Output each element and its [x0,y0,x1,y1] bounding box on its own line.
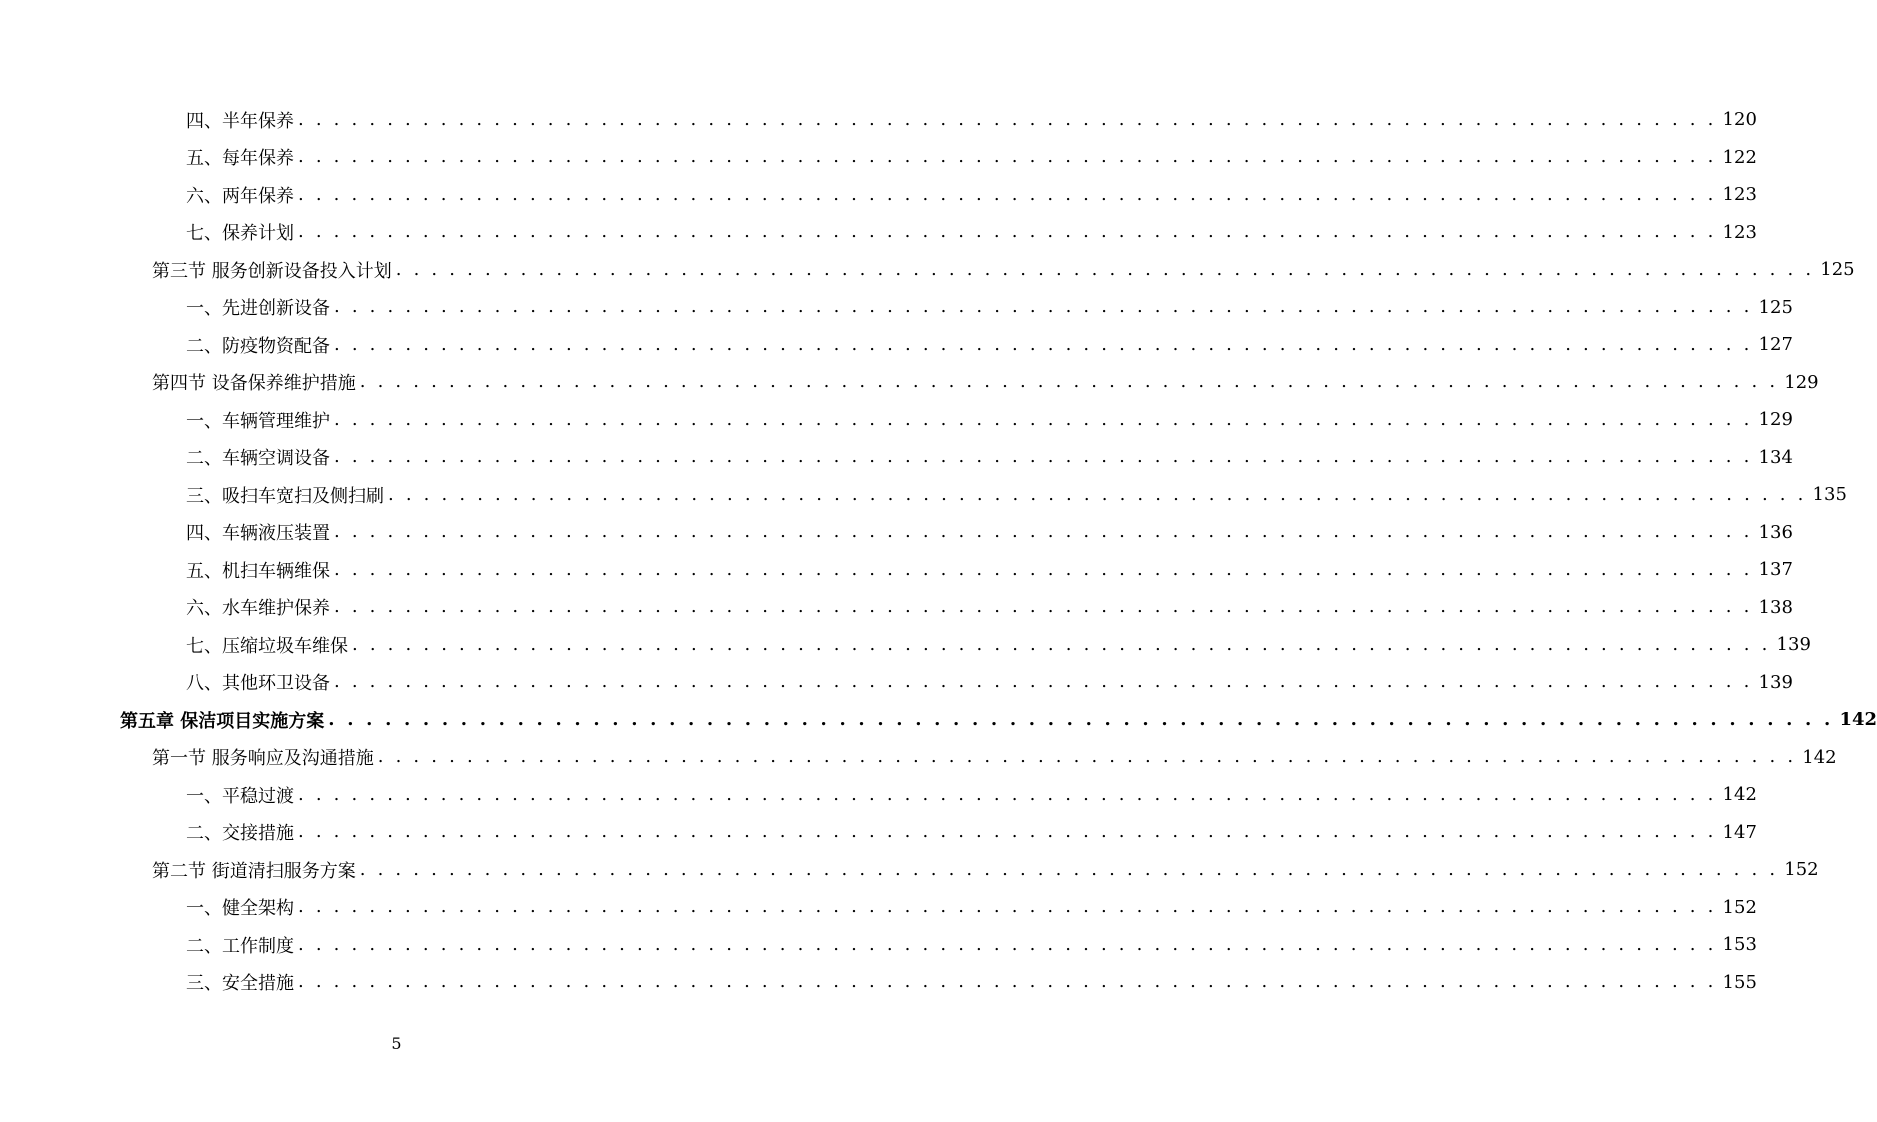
toc-subsection-entry[interactable] [0,476,1847,514]
toc-subsection-entry[interactable] [0,139,1757,177]
toc-entry-label: 四、车辆液压装置 [186,523,330,545]
toc-leader-dots: . . . . . . . . . . . . . . . . . . . . . . . . . . . . . . . . . . . . . . . . . . . . . . . . . . . . . . . . . . . . . . . . . . . . . . . . . . . . . . . . [395,258,1815,280]
toc-entry-page: 123 [1722,184,1757,206]
toc-entry-page: 123 [1722,221,1757,243]
toc-entry-page: 137 [1758,559,1793,581]
toc-leader-dots: . . . . . . . . . . . . . . . . . . . . . . . . . . . . . . . . . . . . . . . . . . . . . . . . . . . . . . . . . . . . . . . . . . . . . . . . . . . . . . . . [334,521,1753,543]
page-number: 5 [391,1034,402,1053]
toc-entry-page: 134 [1758,446,1793,468]
toc-entry-label: 六、两年保养 [186,185,294,207]
toc-leader-dots: . . . . . . . . . . . . . . . . . . . . . . . . . . . . . . . . . . . . . . . . . . . . . . . . . . . . . . . . . . . . . . . . . . . . . . . . . . . . . . . . [377,746,1797,768]
toc-subsection-entry[interactable] [0,889,1757,927]
toc-entry-page: 152 [1722,896,1757,918]
toc-entry-label: 二、车辆空调设备 [186,448,330,470]
toc-entry-page: 139 [1776,634,1811,656]
toc-entry-page: 136 [1758,521,1793,543]
toc-section-entry[interactable] [0,251,1855,289]
toc-leader-dots: . . . . . . . . . . . . . . . . . . . . . . . . . . . . . . . . . . . . . . . . . . . . . . . . . . . . . . . . . . . . . . . . . . . . . . . . . . . . . . . . [334,671,1753,693]
toc-subsection-entry[interactable] [0,176,1757,214]
toc-subsection-entry[interactable] [0,101,1757,139]
toc-subsection-entry[interactable] [0,589,1793,627]
toc-entry-label: 四、半年保养 [186,110,294,132]
toc-entry-page: 135 [1812,484,1847,506]
toc-subsection-entry[interactable] [0,214,1757,252]
toc-subsection-entry[interactable] [0,551,1793,589]
toc-entry-page: 129 [1784,371,1819,393]
toc-section-entry[interactable] [0,739,1837,777]
toc-entry-label: 六、水车维护保养 [186,598,330,620]
toc-entry-page: 129 [1758,409,1793,431]
toc-entry-label: 七、保养计划 [186,223,294,245]
toc-leader-dots: . . . . . . . . . . . . . . . . . . . . . . . . . . . . . . . . . . . . . . . . . . . . . . . . . . . . . . . . . . . . . . . . . . . . . . . . . . . . . . . . [298,821,1717,843]
toc-entry-label: 五、每年保养 [186,148,294,170]
toc-entry-page: 153 [1722,934,1757,956]
toc-subsection-entry[interactable] [0,664,1793,702]
toc-leader-dots: . . . . . . . . . . . . . . . . . . . . . . . . . . . . . . . . . . . . . . . . . . . . . . . . . . . . . . . . . . . . . . . . . . . . . . . . . . . . . . . . [298,146,1717,168]
toc-leader-dots: . . . . . . . . . . . . . . . . . . . . . . . . . . . . . . . . . . . . . . . . . . . . . . . . . . . . . . . . . . . . . . . . . . . . . . . . . . . . . . . . [388,483,1807,505]
toc-entry-page: 120 [1722,109,1757,131]
toc-leader-dots: . . . . . . . . . . . . . . . . . . . . . . . . . . . . . . . . . . . . . . . . . . . . . . . . . . . . . . . . . . . . . . . . . . . . . . . . . . . . . . . . [334,408,1753,430]
table-of-contents [0,101,1877,1001]
toc-section-entry[interactable] [0,364,1819,402]
toc-subsection-entry[interactable] [0,514,1793,552]
toc-entry-page: 127 [1758,334,1793,356]
toc-entry-label: 一、先进创新设备 [186,298,330,320]
toc-leader-dots: . . . . . . . . . . . . . . . . . . . . . . . . . . . . . . . . . . . . . . . . . . . . . . . . . . . . . . . . . . . . . . . . . . . . . . . . . . . . . . . . [298,183,1717,205]
toc-leader-dots: . . . . . . . . . . . . . . . . . . . . . . . . . . . . . . . . . . . . . . . . . . . . . . . . . . . . . . . . . . . . . . . . . . . . . . . . . . . . . . . . [334,446,1753,468]
toc-entry-label: 七、压缩垃圾车维保 [186,635,348,657]
toc-entry-page: 125 [1820,259,1855,281]
toc-subsection-entry[interactable] [0,814,1757,852]
toc-leader-dots: . . . . . . . . . . . . . . . . . . . . . . . . . . . . . . . . . . . . . . . . . . . . . . . . . . . . . . . . . . . . . . . . . . . . . . . . . . . . . . . . [328,708,1834,730]
toc-entry-page: 142 [1802,746,1837,768]
toc-entry-label: 一、车辆管理维护 [186,410,330,432]
toc-leader-dots: . . . . . . . . . . . . . . . . . . . . . . . . . . . . . . . . . . . . . . . . . . . . . . . . . . . . . . . . . . . . . . . . . . . . . . . . . . . . . . . . [298,221,1717,243]
toc-leader-dots: . . . . . . . . . . . . . . . . . . . . . . . . . . . . . . . . . . . . . . . . . . . . . . . . . . . . . . . . . . . . . . . . . . . . . . . . . . . . . . . . [334,333,1753,355]
toc-entry-page: 152 [1784,859,1819,881]
toc-leader-dots: . . . . . . . . . . . . . . . . . . . . . . . . . . . . . . . . . . . . . . . . . . . . . . . . . . . . . . . . . . . . . . . . . . . . . . . . . . . . . . . . [298,108,1717,130]
toc-entry-page: 147 [1722,821,1757,843]
toc-leader-dots: . . . . . . . . . . . . . . . . . . . . . . . . . . . . . . . . . . . . . . . . . . . . . . . . . . . . . . . . . . . . . . . . . . . . . . . . . . . . . . . . [352,633,1771,655]
toc-subsection-entry[interactable] [0,289,1793,327]
toc-entry-page: 122 [1722,146,1757,168]
toc-chapter-entry[interactable] [0,701,1877,739]
toc-leader-dots: . . . . . . . . . . . . . . . . . . . . . . . . . . . . . . . . . . . . . . . . . . . . . . . . . . . . . . . . . . . . . . . . . . . . . . . . . . . . . . . . [334,596,1753,618]
toc-leader-dots: . . . . . . . . . . . . . . . . . . . . . . . . . . . . . . . . . . . . . . . . . . . . . . . . . . . . . . . . . . . . . . . . . . . . . . . . . . . . . . . . [298,896,1717,918]
toc-entry-page: 139 [1758,671,1793,693]
toc-entry-label: 二、工作制度 [186,935,294,957]
toc-entry-label: 三、安全措施 [186,973,294,995]
toc-entry-label: 第三节 服务创新设备投入计划 [152,260,392,282]
toc-subsection-entry[interactable] [0,926,1757,964]
toc-leader-dots: . . . . . . . . . . . . . . . . . . . . . . . . . . . . . . . . . . . . . . . . . . . . . . . . . . . . . . . . . . . . . . . . . . . . . . . . . . . . . . . . [359,371,1779,393]
toc-leader-dots: . . . . . . . . . . . . . . . . . . . . . . . . . . . . . . . . . . . . . . . . . . . . . . . . . . . . . . . . . . . . . . . . . . . . . . . . . . . . . . . . [334,296,1753,318]
toc-leader-dots: . . . . . . . . . . . . . . . . . . . . . . . . . . . . . . . . . . . . . . . . . . . . . . . . . . . . . . . . . . . . . . . . . . . . . . . . . . . . . . . . [298,971,1717,993]
toc-leader-dots: . . . . . . . . . . . . . . . . . . . . . . . . . . . . . . . . . . . . . . . . . . . . . . . . . . . . . . . . . . . . . . . . . . . . . . . . . . . . . . . . [298,933,1717,955]
toc-entry-label: 三、吸扫车宽扫及侧扫刷 [186,485,384,507]
toc-entry-label: 第五章 保洁项目实施方案 [120,710,325,732]
toc-subsection-entry[interactable] [0,439,1793,477]
toc-subsection-entry[interactable] [0,401,1793,439]
toc-leader-dots: . . . . . . . . . . . . . . . . . . . . . . . . . . . . . . . . . . . . . . . . . . . . . . . . . . . . . . . . . . . . . . . . . . . . . . . . . . . . . . . . [298,783,1717,805]
toc-entry-label: 第四节 设备保养维护措施 [152,373,356,395]
toc-leader-dots: . . . . . . . . . . . . . . . . . . . . . . . . . . . . . . . . . . . . . . . . . . . . . . . . . . . . . . . . . . . . . . . . . . . . . . . . . . . . . . . . [359,858,1779,880]
toc-subsection-entry[interactable] [0,964,1757,1002]
toc-entry-page: 142 [1722,784,1757,806]
toc-subsection-entry[interactable] [0,326,1793,364]
toc-entry-label: 第二节 街道清扫服务方案 [152,860,356,882]
toc-entry-label: 五、机扫车辆维保 [186,560,330,582]
toc-entry-label: 二、交接措施 [186,823,294,845]
toc-entry-page: 142 [1839,709,1877,731]
toc-entry-label: 一、平稳过渡 [186,785,294,807]
toc-entry-page: 155 [1722,971,1757,993]
toc-entry-label: 二、防疫物资配备 [186,335,330,357]
toc-entry-label: 第一节 服务响应及沟通措施 [152,748,374,770]
toc-subsection-entry[interactable] [0,626,1811,664]
toc-entry-page: 125 [1758,296,1793,318]
toc-entry-label: 八、其他环卫设备 [186,673,330,695]
toc-entry-page: 138 [1758,596,1793,618]
toc-section-entry[interactable] [0,851,1819,889]
toc-subsection-entry[interactable] [0,776,1757,814]
toc-entry-label: 一、健全架构 [186,898,294,920]
toc-leader-dots: . . . . . . . . . . . . . . . . . . . . . . . . . . . . . . . . . . . . . . . . . . . . . . . . . . . . . . . . . . . . . . . . . . . . . . . . . . . . . . . . [334,558,1753,580]
